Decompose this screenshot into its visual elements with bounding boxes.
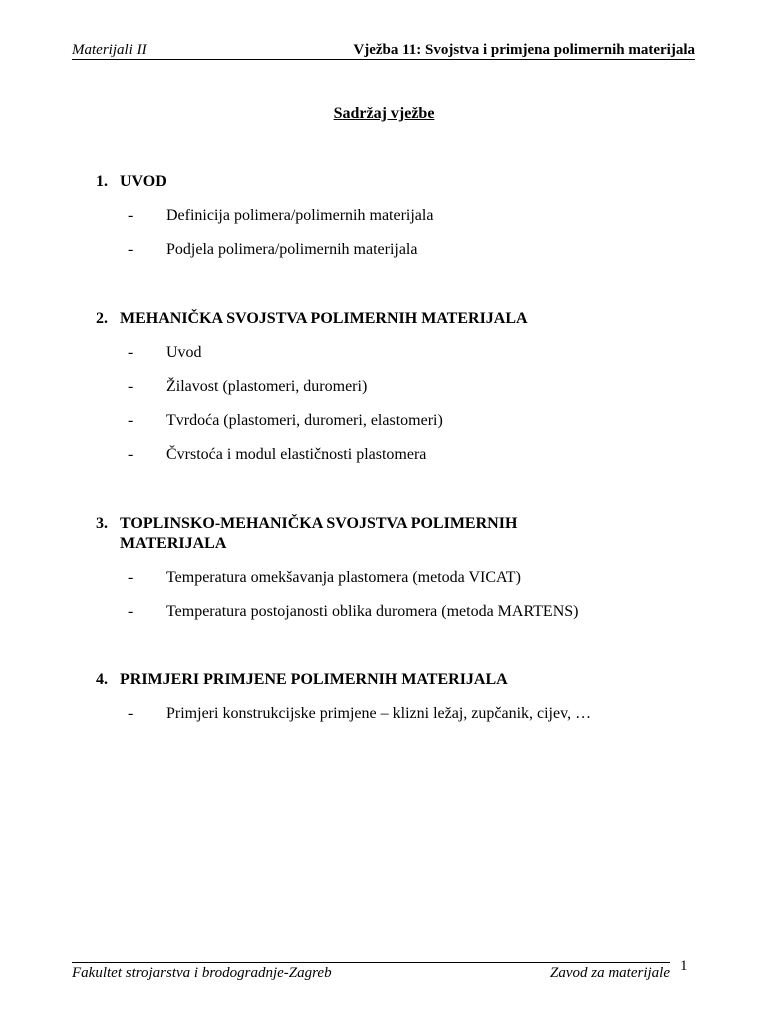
list-item-text: Žilavost (plastomeri, duromeri) (166, 378, 368, 395)
section-number: 1. (96, 173, 108, 190)
dash-bullet: - (128, 603, 134, 620)
footer-department: Zavod za materijale (550, 965, 670, 981)
list-item-text: Čvrstoća i modul elastičnosti plastomera (166, 446, 427, 463)
section-title: TOPLINSKO-MEHANIČKA SVOJSTVA POLIMERNIH MATERIJALA (120, 515, 518, 552)
page-header (72, 42, 695, 60)
page-number: 1 (680, 958, 688, 974)
dash-bullet: - (128, 241, 134, 258)
list-item-text: Podjela polimera/polimernih materijala (166, 241, 418, 258)
dash-bullet: - (128, 207, 134, 224)
page-footer (72, 962, 670, 981)
dash-bullet: - (128, 378, 134, 395)
header-course-title: Materijali II (72, 42, 147, 58)
list-item-text: Uvod (166, 344, 202, 361)
dash-bullet: - (128, 569, 134, 586)
section-number: 4. (96, 671, 108, 688)
list-item-text: Primjeri konstrukcijske primjene – klizni ležaj, zupčanik, cijev, … (166, 705, 592, 722)
list-item-text: Temperatura omekšavanja plastomera (metoda VICAT) (166, 569, 521, 586)
header-exercise-title: Vježba 11: Svojstva i primjena polimernih materijala (353, 42, 695, 58)
dash-bullet: - (128, 705, 134, 722)
footer-faculty: Fakultet strojarstva i brodogradnje-Zagreb (72, 965, 332, 981)
page-title: Sadržaj vježbe (333, 105, 435, 122)
dash-bullet: - (128, 446, 134, 463)
section-title: PRIMJERI PRIMJENE POLIMERNIH MATERIJALA (120, 671, 508, 688)
dash-bullet: - (128, 412, 134, 429)
list-item-text: Tvrdoća (plastomeri, duromeri, elastomeri) (166, 412, 443, 429)
section-title: MEHANIČKA SVOJSTVA POLIMERNIH MATERIJALA (120, 310, 528, 327)
section-number: 3. (96, 515, 108, 532)
list-item-text: Temperatura postojanosti oblika duromera (metoda MARTENS) (166, 603, 579, 620)
dash-bullet: - (128, 344, 134, 361)
section-number: 2. (96, 310, 108, 327)
section-title: UVOD (120, 173, 167, 190)
list-item-text: Definicija polimera/polimernih materijala (166, 207, 434, 224)
